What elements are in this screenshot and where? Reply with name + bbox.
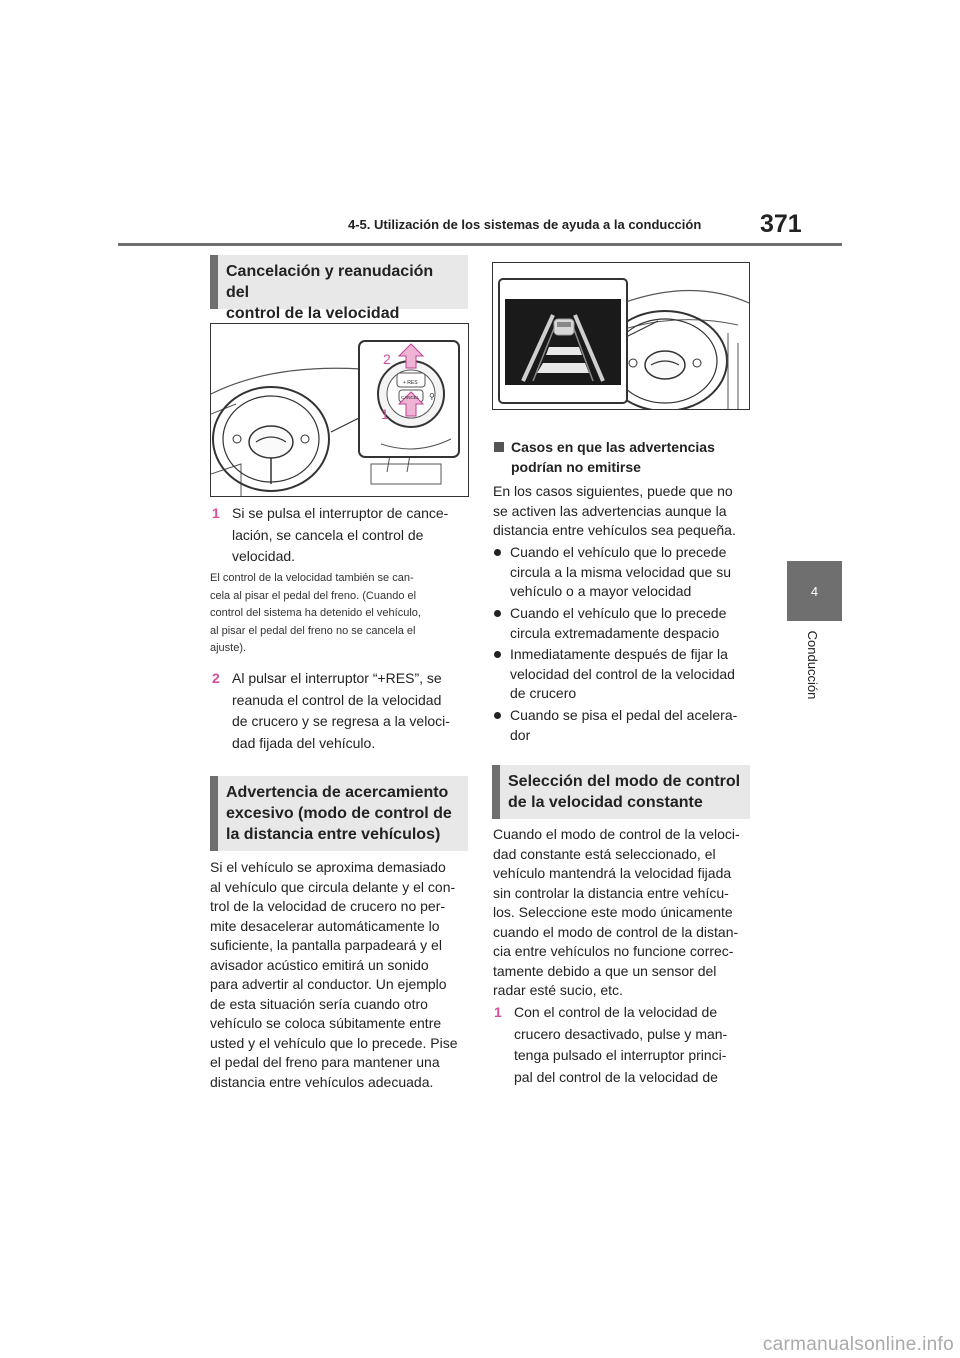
bullet-item: Cuando el vehículo que lo precede circula a la misma velocidad que su vehículo o a mayor velocidad — [493, 543, 755, 603]
multi-display-illustration — [493, 263, 749, 409]
step-1-constant-speed: 1 Con el control de la velocidad de crucero desactivado, pulse y man- tenga pulsado el interruptor princi- pal del control de la velocidad de — [494, 1004, 728, 1085]
section-title: 4-5. Utilización de los sistemas de ayuda a la conducción — [348, 217, 702, 232]
bullet-item: Cuando se pisa el pedal del acelera- dor — [493, 706, 755, 746]
page-number: 371 — [760, 210, 802, 238]
header-divider — [118, 243, 842, 246]
section-heading-approach-warning: Advertencia de acercamiento excesivo (modo de control de la distancia entre vehículos) — [210, 776, 468, 851]
constant-speed-paragraph: Cuando el modo de control de la veloci- dad constante está seleccionado, el vehículo mantendrá la velocidad fijada sin controlar la distancia entre vehícu- los. Seleccione este modo únicamente cuando el modo de control de la distan- cia entre vehículos no funcione correc- tamente debido a que un sensor del radar esté sucio, etc. — [493, 826, 740, 998]
bullet-item: Inmediatamente después de fijar la velocidad del control de la velocidad de crucero — [493, 645, 755, 705]
subheading-warnings-not-emitted: Casos en que las advertencias podrían no emitirse — [494, 438, 754, 478]
cancel-switch-label: CANCEL — [401, 395, 420, 400]
note-brake-cancel: El control de la velocidad también se can- cela al pisar el pedal del freno. (Cuando el control del sistema ha detenido el vehículo, al pisar el pedal del freno no se cancela el ajuste). — [210, 572, 421, 654]
bullet-dot-icon — [494, 712, 501, 719]
svg-text:⚲: ⚲ — [429, 392, 435, 401]
res-switch-label: + RES — [403, 380, 418, 386]
chapter-tab[interactable]: 4 — [787, 561, 842, 621]
steering-wheel-illustration — [211, 324, 468, 496]
section-heading-constant-speed-mode: Selección del modo de control de la velocidad constante — [492, 765, 750, 819]
bullet-item: Cuando el vehículo que lo precede circula extremadamente despacio — [493, 604, 755, 644]
step-2-resume: 2 Al pulsar el interruptor “+RES”, se reanuda el control de la velocidad de crucero y se regresa a la veloci- dad fijada del vehículo. — [212, 670, 450, 751]
approach-warning-paragraph: Si el vehículo se aproxima demasiado al vehículo que circula delante y el con- trol de la velocidad de crucero no per- mite desacelerar automáticamente lo suficiente, la pantalla parpadeará y el avisador acústico emitirá un sonido para advertir al conductor. Un ejemplo de esta situación sería cuando otro vehículo se coloca súbitamente entre usted y el vehículo que lo precede. Pise el pedal del freno para mantener una distancia entre vehículos adecuada. — [210, 859, 458, 1090]
section-heading-cancel-resume: Cancelación y reanudación del control de la velocidad — [210, 255, 468, 309]
bullet-dot-icon — [494, 549, 501, 556]
figure-label-1: 1 — [381, 406, 389, 422]
watermark: carmanualsonline.info — [762, 1334, 954, 1355]
step-1-cancel: 1 Si se pulsa el interruptor de cance- lación, se cancela el control de velocidad. — [212, 505, 449, 564]
square-bullet-icon — [494, 442, 504, 452]
warning-display-figure — [492, 262, 750, 410]
bullet-dot-icon — [494, 610, 501, 617]
chapter-tab-label: Conducción — [805, 630, 820, 700]
figure-label-2: 2 — [383, 351, 391, 367]
bullet-dot-icon — [494, 651, 501, 658]
warnings-intro-paragraph: En los casos siguientes, puede que no se activen las advertencias aunque la distancia entre vehículos sea pequeña. — [493, 483, 736, 538]
steering-wheel-switch-figure — [210, 323, 469, 497]
